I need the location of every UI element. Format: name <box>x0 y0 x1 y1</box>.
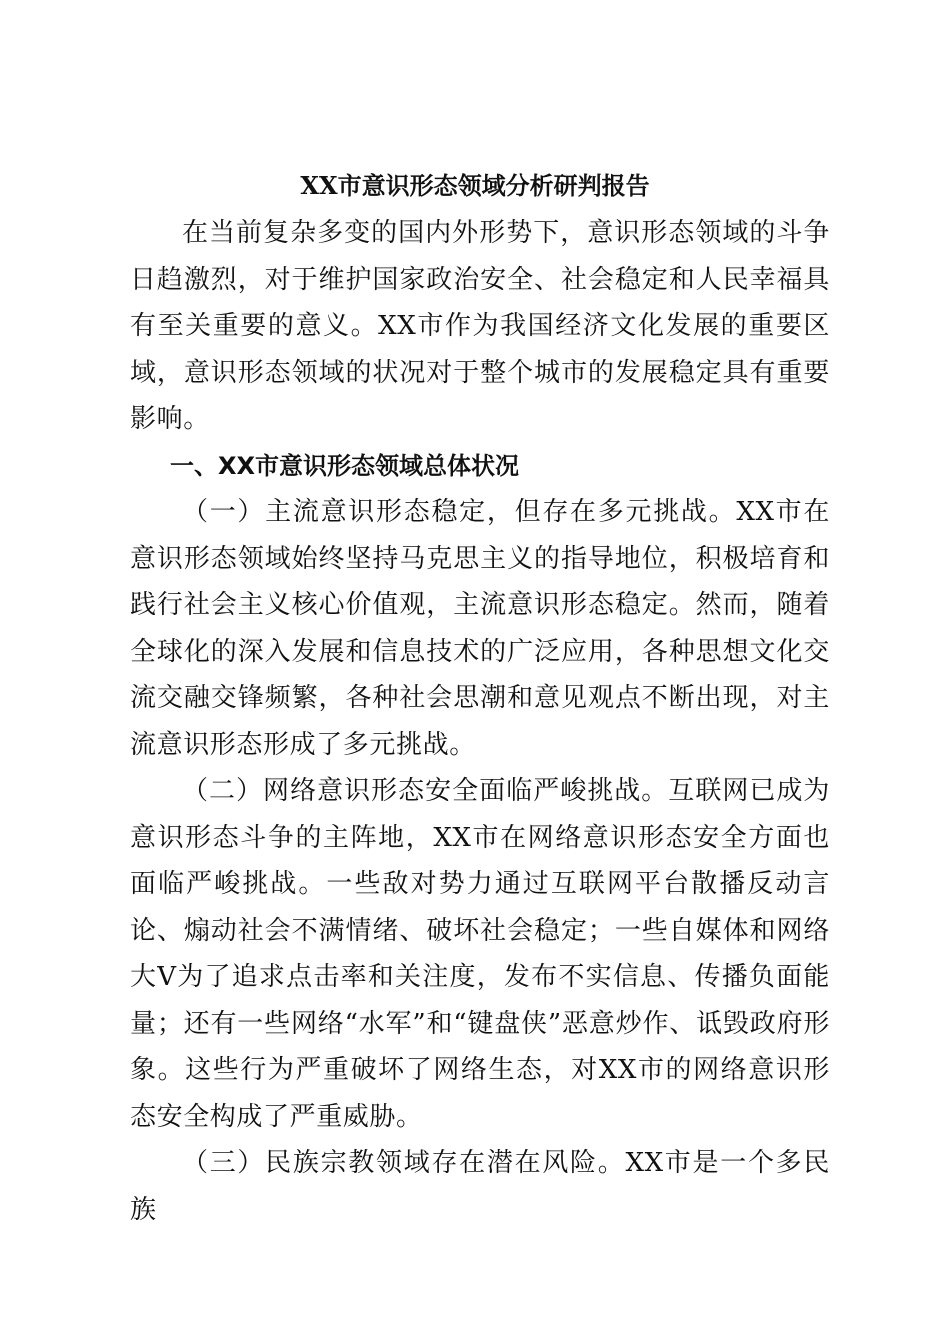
subsection-paragraph: （一）主流意识形态稳定，但存在多元挑战。XX市在意识形态领域始终坚持马克思主义的指导地位，积极培育和践行社会主义核心价值观，主流意识形态稳定。然而，随着全球化的深入发展和信息技术的广泛应用，各种思想文化交流交融交锋频繁，各种社会思潮和意见观点不断出现，对主流意识形态形成了多元挑战。 <box>130 497 830 760</box>
subsection-paragraph: （二）网络意识形态安全面临严峻挑战。互联网已成为意识形态斗争的主阵地，XX市在网络意识形态安全方面也面临严峻挑战。一些敌对势力通过互联网平台散播反动言论、煽动社会不满情绪、破坏社会稳定；一些自媒体和网络大V为了追求点击率和关注度，发布不实信息、传播负面能量；还有一些网络“水军”和“键盘侠”恶意炒作、诋毁政府形象。这些行为严重破坏了网络生态，对XX市的网络意识形态安全构成了严重威胁。 <box>130 776 830 1132</box>
document-body <box>130 210 830 1233</box>
section-heading: 一、XX市意识形态领域总体状况 <box>170 451 520 480</box>
intro-paragraph: 在当前复杂多变的国内外形势下，意识形态领域的斗争日趋激烈，对于维护国家政治安全、社会稳定和人民幸福具有至关重要的意义。XX市作为我国经济文化发展的重要区域，意识形态领域的状况对于整个城市的发展稳定具有重要影响。 <box>130 218 830 434</box>
subsection-paragraph: （三）民族宗教领域存在潜在风险。XX市是一个多民族 <box>130 1148 830 1225</box>
document-title: XX市意识形态领域分析研判报告 <box>300 171 650 200</box>
